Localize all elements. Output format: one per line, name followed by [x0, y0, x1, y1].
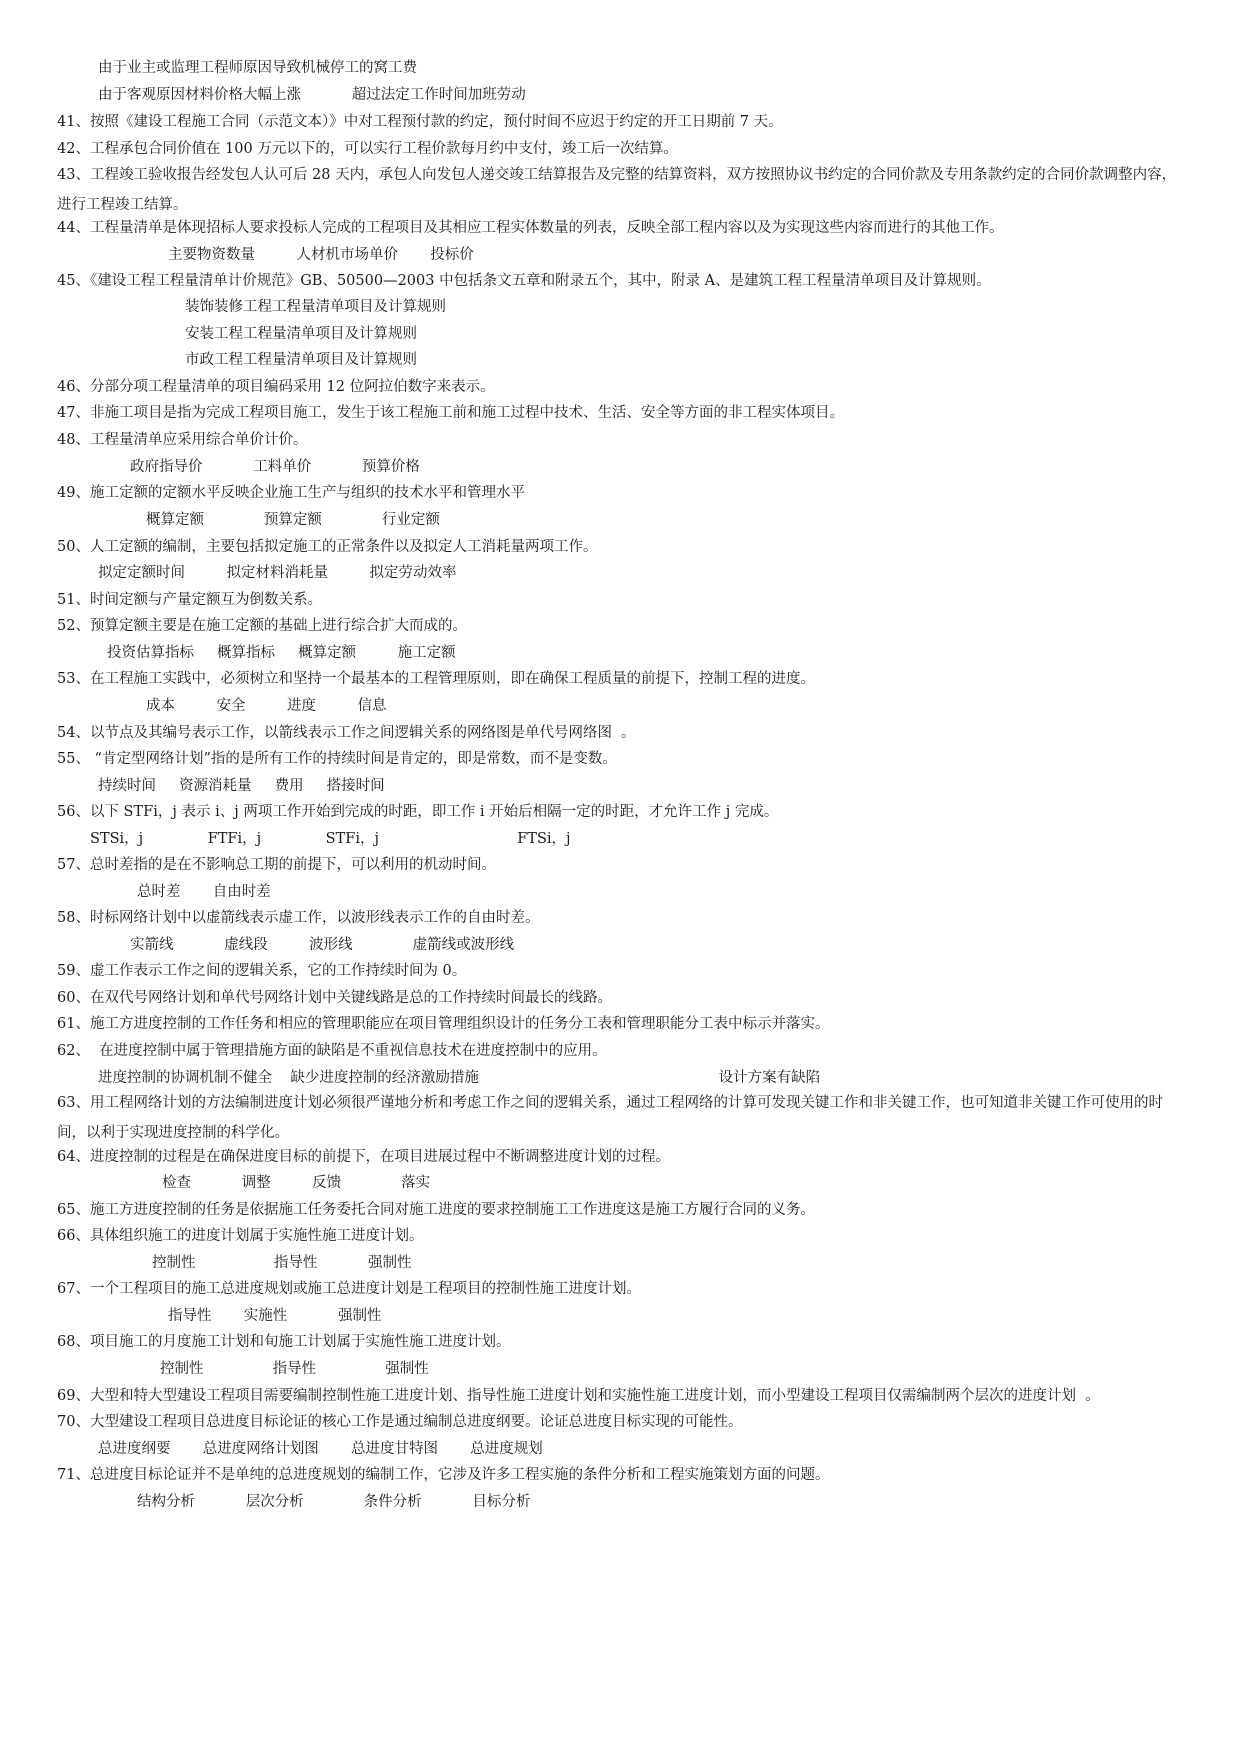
- question-56: 56、以下 STFi，j 表示 i、j 两项工作开始到完成的时距，即工作 i 开始后相隔一定的时距，才允许工作 j 完成。: [57, 804, 779, 820]
- question-53: 53、在工程施工实践中，必须树立和坚持一个最基本的工程管理原则，即在确保工程质量的前提下，控制工程的进度。: [57, 671, 815, 687]
- option-line: 政府指导价 工料单价 预算价格: [130, 459, 420, 475]
- question-71: 71、总进度目标论证并不是单纯的总进度规划的编制工作，它涉及许多工程实施的条件分析和工程实施策划方面的问题。: [57, 1467, 830, 1483]
- option-line: 检查 调整 反馈 落实: [162, 1175, 431, 1191]
- option-line: 指导性 实施性 强制性: [168, 1308, 382, 1324]
- option-line: 主要物资数量 人材机市场单价 投标价: [168, 247, 474, 263]
- question-49: 49、施工定额的定额水平反映企业施工生产与组织的技术水平和管理水平: [57, 485, 525, 501]
- option-line: 持续时间 资源消耗量 费用 搭接时间: [98, 778, 385, 794]
- question-67: 67、一个工程项目的施工总进度规划或施工总进度计划是工程项目的控制性施工进度计划。: [57, 1281, 641, 1297]
- question-68: 68、项目施工的月度施工计划和旬施工计划属于实施性施工进度计划。: [57, 1334, 511, 1350]
- option-line: 概算定额 预算定额 行业定额: [146, 512, 440, 528]
- question-70: 70、大型建设工程项目总进度目标论证的核心工作是通过编制总进度纲要。论证总进度目标实现的可能性。: [57, 1414, 743, 1430]
- option-line: 实箭线 虚线段 波形线 虚箭线或波形线: [130, 937, 515, 953]
- question-54: 54、以节点及其编号表示工作，以箭线表示工作之间逻辑关系的网络图是单代号网络图 。: [57, 725, 636, 741]
- option-line: 控制性 指导性 强制性: [152, 1255, 412, 1271]
- question-62: 62、 在进度控制中属于管理措施方面的缺陷是不重视信息技术在进度控制中的应用。: [57, 1043, 607, 1059]
- question-65: 65、施工方进度控制的任务是依据施工任务委托合同对施工进度的要求控制施工工作进度这是施工方履行合同的义务。: [57, 1202, 815, 1218]
- question-41: 41、按照《建设工程施工合同（示范文本）》中对工程预付款的约定，预付时间不应迟于约定的开工日期前 7 天。: [57, 114, 783, 130]
- question-46: 46、分部分项工程量清单的项目编码采用 12 位阿拉伯数字来表示。: [57, 379, 495, 395]
- option-line: 控制性 指导性 强制性: [160, 1361, 429, 1377]
- option-line: 总时差 自由时差: [137, 884, 271, 900]
- option-line: STSi，j FTFi，j STFi，j FTSi，j: [90, 831, 571, 847]
- question-52: 52、预算定额主要是在施工定额的基础上进行综合扩大而成的。: [57, 618, 467, 634]
- question-63: 63、用工程网络计划的方法编制进度计划必须很严谨地分析和考虑工作之间的逻辑关系，通过工程网络的计算可发现关键工作和非关键工作，也可知道非关键工作可使用的时 间，以利于实现进度控制的科学化。: [57, 1095, 1163, 1141]
- question-45: 45、《建设工程工程量清单计价规范》GB、50500—2003 中包括条文五章和附录五个，其中，附录 A、是建筑工程工程量清单项目及计算规则。: [57, 273, 991, 289]
- question-60: 60、在双代号网络计划和单代号网络计划中关键线路是总的工作持续时间最长的线路。: [57, 990, 612, 1006]
- question-50: 50、人工定额的编制，主要包括拟定施工的正常条件以及拟定人工消耗量两项工作。: [57, 539, 598, 555]
- option-line: 市政工程工程量清单项目及计算规则: [185, 352, 417, 368]
- option-line: 由于业主或监理工程师原因导致机械停工的窝工费: [98, 60, 417, 76]
- question-58: 58、时标网络计划中以虚箭线表示虚工作，以波形线表示工作的自由时差。: [57, 910, 540, 926]
- option-line: 装饰装修工程工程量清单项目及计算规则: [185, 299, 446, 315]
- option-line: 拟定定额时间 拟定材料消耗量 拟定劳动效率: [98, 565, 457, 581]
- option-line: 成本 安全 进度 信息: [146, 698, 387, 714]
- option-line: 投资估算指标 概算指标 概算定额 施工定额: [107, 645, 456, 661]
- question-44: 44、工程量清单是体现招标人要求投标人完成的工程项目及其相应工程实体数量的列表，反映全部工程内容以及为实现这些内容而进行的其他工作。: [57, 220, 1004, 236]
- question-59: 59、虚工作表示工作之间的逻辑关系，它的工作持续时间为 0。: [57, 963, 467, 979]
- option-line: 由于客观原因材料价格大幅上涨 超过法定工作时间加班劳动: [98, 87, 526, 103]
- question-51: 51、时间定额与产量定额互为倒数关系。: [57, 592, 322, 608]
- question-47: 47、非施工项目是指为完成工程项目施工，发生于该工程施工前和施工过程中技术、生活、安全等方面的非工程实体项目。: [57, 405, 844, 421]
- option-line: 总进度纲要 总进度网络计划图 总进度甘特图 总进度规划: [98, 1441, 543, 1457]
- question-55: 55、 “肯定型网络计划”指的是所有工作的持续时间是肯定的，即是常数，而不是变数。: [57, 751, 617, 767]
- option-line: 结构分析 层次分析 条件分析 目标分析: [137, 1494, 531, 1510]
- question-69: 69、大型和特大型建设工程项目需要编制控制性施工进度计划、指导性施工进度计划和实施性施工进度计划，而小型建设工程项目仅需编制两个层次的进度计划 。: [57, 1388, 1100, 1404]
- question-42: 42、工程承包合同价值在 100 万元以下的，可以实行工程价款每月约中支付，竣工后一次结算。: [57, 141, 678, 157]
- question-57: 57、总时差指的是在不影响总工期的前提下，可以利用的机动时间。: [57, 857, 496, 873]
- option-line: 安装工程工程量清单项目及计算规则: [185, 326, 417, 342]
- option-line: 进度控制的协调机制不健全 缺少进度控制的经济激励措施 设计方案有缺陷: [98, 1070, 821, 1086]
- question-43: 43、工程竣工验收报告经发包人认可后 28 天内，承包人向发包人递交竣工结算报告及完整的结算资料，双方按照协议书约定的合同价款及专用条款约定的合同价款调整内容，进行工程竣工结算。: [57, 167, 1177, 213]
- question-66: 66、具体组织施工的进度计划属于实施性施工进度计划。: [57, 1228, 424, 1244]
- question-64: 64、进度控制的过程是在确保进度目标的前提下，在项目进展过程中不断调整进度计划的过程。: [57, 1149, 670, 1165]
- question-48: 48、工程量清单应采用综合单价计价。: [57, 432, 308, 448]
- question-61: 61、施工方进度控制的工作任务和相应的管理职能应在项目管理组织设计的任务分工表和管理职能分工表中标示并落实。: [57, 1016, 830, 1032]
